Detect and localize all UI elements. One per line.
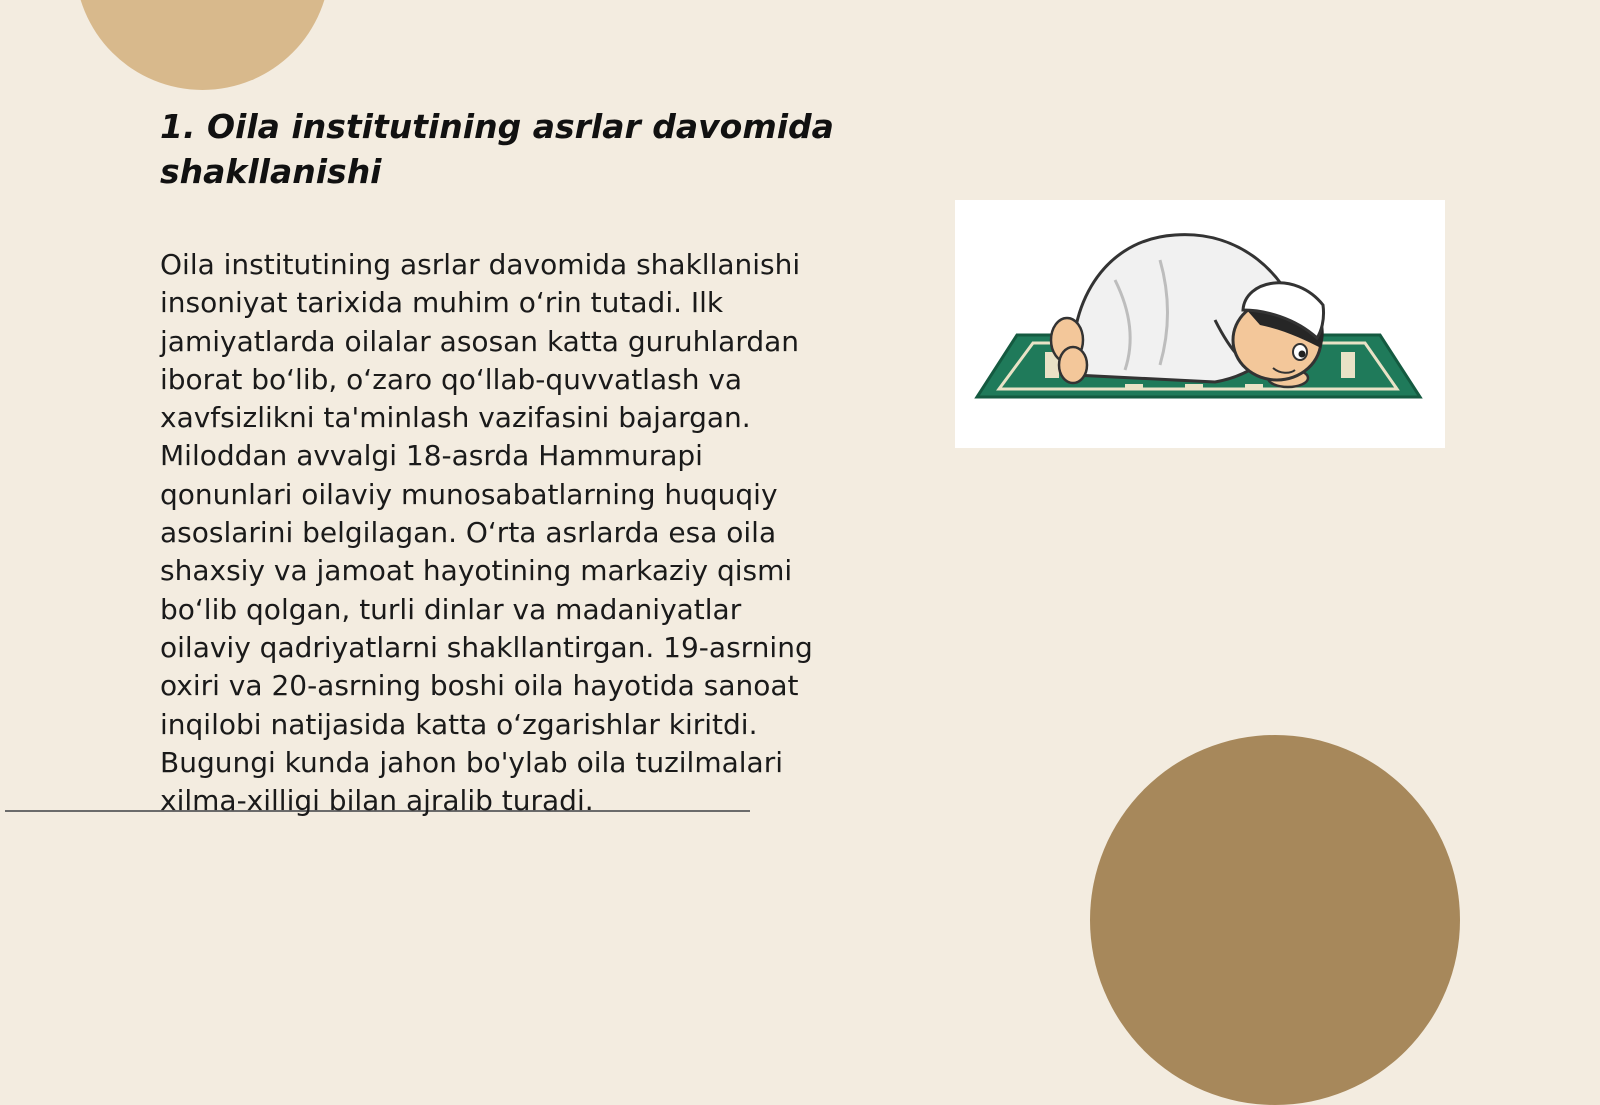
praying-boy-illustration [955, 200, 1445, 448]
praying-boy-icon [955, 200, 1445, 448]
decorative-circle-bottom [1090, 735, 1460, 1105]
slide-title: 1. Oila institutining asrlar davomida shakllanishi [160, 107, 834, 191]
decorative-circle-top [75, 0, 330, 90]
slide-body-text: Oila institutining asrlar davomida shakllanishi insoniyat tarixida muhim o‘rin tutadi. Ilk jamiyatlarda oilalar asosan katta guruhlardan iborat bo‘lib, o‘zaro qo‘llab-quvvatlash va xavfsizlikni ta'minlash vazifasini bajargan. Miloddan avvalgi 18-asrda Hammurapi qonunlari oilaviy munosabatlarning huquqiy asoslarini belgilagan. O‘rta asrlarda esa oila shaxsiy va jamoat hayotining markaziy qismi bo‘lib qolgan, turli dinlar va madaniyatlar oilaviy qadriyatlarni shakllantirgan. 19-asrning oxiri va 20-asrning boshi oila hayotida sanoat inqilobi natijasida katta o‘zgarishlar kiritdi. Bugungi kunda jahon bo'ylab oila tuzilmalari xilma-xilligi bilan ajralib turadi. [160, 248, 813, 818]
